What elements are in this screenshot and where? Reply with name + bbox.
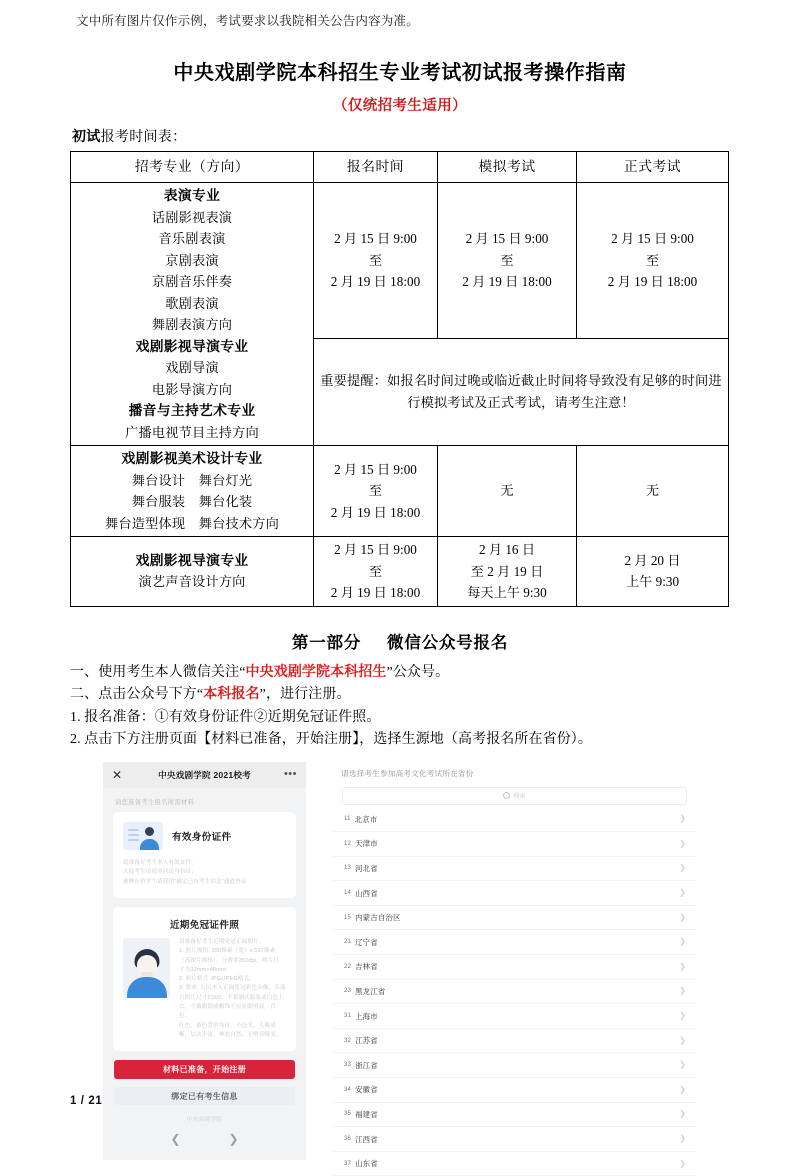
chevron-right-icon: ❯ <box>679 963 686 971</box>
id-document-header <box>123 822 286 850</box>
major-name: 广播电视节目主持方向 <box>74 422 310 444</box>
page-number: 1 / 21 <box>70 1095 102 1107</box>
major-name: 播音与主持艺术专业 <box>74 400 310 422</box>
time-start: 2 月 15 日 9:00 <box>441 228 573 250</box>
desc-line: 1. 照片规格: 390像素（宽）x 567像素 <box>179 947 286 956</box>
search-placeholder: 搜索 <box>513 791 525 800</box>
phone-screenshot-province-picker <box>333 762 696 1160</box>
close-icon[interactable]: ✕ <box>112 769 122 781</box>
province-name: 山东省 <box>355 1158 378 1169</box>
desc-line: 港澳台侨学生请使用“确定已有考生信息”通道登录 <box>123 878 286 888</box>
major-name: 表演专业 <box>74 185 310 207</box>
important-notice: 重要提醒：如报名时间过晚或临近截止时间将导致没有足够的时间进行模拟考试及正式考试，请考生注意！ <box>314 338 729 445</box>
chevron-right-icon: ❯ <box>679 1160 686 1168</box>
chevron-right-icon: ❯ <box>679 1110 686 1118</box>
chevron-right-icon: ❯ <box>679 1061 686 1069</box>
col-header-apply: 报名时间 <box>314 152 438 183</box>
step-two <box>70 684 730 707</box>
part-number: 第一部分 <box>292 633 361 652</box>
step-three: 1. 报名准备：①有效身份证件②近期免冠证件照。 <box>70 707 730 730</box>
province-name: 黑龙江省 <box>355 986 385 997</box>
step-one-pre: 一、使用考生本人微信关注“ <box>70 665 246 680</box>
id-document-description <box>123 859 286 888</box>
province-name: 福建省 <box>355 1109 378 1120</box>
province-code: 15 <box>344 915 351 921</box>
province-code: 36 <box>344 1136 351 1142</box>
major-group-3 <box>71 537 314 607</box>
major-name: 音乐剧表演 <box>74 228 310 250</box>
province-code: 11 <box>344 816 351 822</box>
chevron-right-icon: ❯ <box>679 840 686 848</box>
preparation-hint: 请您准备考生报名所需材料 <box>103 788 306 812</box>
step-one-highlight: 中央戏剧学院本科招生 <box>246 665 387 680</box>
province-code: 13 <box>344 865 351 871</box>
time-end: 2 月 19 日 18:00 <box>317 582 434 604</box>
chevron-right-icon: ❯ <box>679 914 686 922</box>
chevron-right-icon: ❯ <box>679 889 686 897</box>
step-two-highlight: 本科报名 <box>203 687 259 702</box>
major-name: 电影导演方向 <box>74 379 310 401</box>
step-two-post: ”，进行注册。 <box>260 687 351 702</box>
screenshots-row <box>70 762 730 1162</box>
province-name: 北京市 <box>355 814 378 825</box>
list-item[interactable] <box>333 1078 696 1103</box>
col-header-formal: 正式考试 <box>577 152 729 183</box>
photo-card-title: 近期免冠证件照 <box>123 917 286 931</box>
time-sep: 至 <box>317 250 434 272</box>
major-name: 舞台设计 舞台灯光 <box>74 470 310 492</box>
list-item[interactable] <box>333 1029 696 1054</box>
major-name: 舞台造型体现 舞台技术方向 <box>74 513 310 535</box>
major-name: 戏剧影视导演专业 <box>74 336 310 358</box>
list-item[interactable] <box>333 1152 696 1176</box>
desc-line: （高深片规格），分辨率350dpi，照片尺 <box>179 957 286 966</box>
list-item[interactable] <box>333 1127 696 1152</box>
major-name: 京剧表演 <box>74 250 310 272</box>
province-code: 31 <box>344 1013 351 1019</box>
apply-time-group-1 <box>314 183 438 339</box>
list-item[interactable] <box>333 1103 696 1128</box>
province-name: 天津市 <box>355 838 378 849</box>
schedule-label-rest: 报考时间表： <box>101 130 187 145</box>
wechat-page-title: 中央戏剧学院 2021校考 <box>103 769 306 781</box>
formal-time-group-1 <box>577 183 729 339</box>
list-item[interactable] <box>333 1004 696 1029</box>
desc-line: 2. 照片格式 JPG/JPEG格式; <box>179 975 286 984</box>
province-name: 内蒙古自治区 <box>355 912 401 923</box>
schedule-label-bold: 初试 <box>72 130 101 145</box>
chevron-right-icon: ❯ <box>679 938 686 946</box>
major-name: 演艺声音设计方向 <box>74 571 310 593</box>
id-document-card <box>113 812 296 899</box>
phone-screenshot-registration <box>103 762 306 1160</box>
mock-time-group-3 <box>438 537 577 607</box>
time-end: 2 月 19 日 18:00 <box>441 271 573 293</box>
chevron-right-icon: ❯ <box>679 864 686 872</box>
major-name: 舞台服装 舞台化装 <box>74 491 310 513</box>
time-start: 2 月 15 日 9:00 <box>317 228 434 250</box>
portrait-photo-icon <box>123 938 170 998</box>
list-item[interactable] <box>333 980 696 1005</box>
major-name: 戏剧影视美术设计专业 <box>74 448 310 470</box>
time-daily: 每天上午 9:30 <box>441 582 573 604</box>
top-note: 文中所有图片仅作示例，考试要求以我院相关公告内容为准。 <box>76 12 730 30</box>
photo-requirements <box>179 938 286 1040</box>
province-name: 江西省 <box>355 1134 378 1145</box>
province-name: 山西省 <box>355 888 378 899</box>
formal-time-group-3 <box>577 537 729 607</box>
time-date: 2 月 20 日 <box>580 550 725 572</box>
desc-line: 红色、蓝色背景均可，不泛光、人像清 <box>179 1022 286 1031</box>
phone-footnote: 中央戏剧学院 <box>103 1115 306 1123</box>
time-end: 2 月 19 日 18:00 <box>580 271 725 293</box>
list-item[interactable] <box>333 906 696 931</box>
chevron-right-icon[interactable]: ❯ <box>229 1132 239 1146</box>
table-row <box>71 446 729 537</box>
province-code: 35 <box>344 1111 351 1117</box>
time-sep: 至 <box>317 480 434 502</box>
desc-line: 晰、层次丰富、神态自然、无明显畸变。 <box>179 1031 286 1040</box>
list-item[interactable] <box>333 1053 696 1078</box>
time-sep: 至 <box>317 561 434 583</box>
more-icon[interactable]: ••• <box>284 769 297 780</box>
chevron-left-icon[interactable]: ❮ <box>170 1132 180 1146</box>
major-group-1 <box>71 183 314 446</box>
apply-time-group-2 <box>314 446 438 537</box>
step-two-pre: 二、点击公众号下方“ <box>70 687 203 702</box>
step-four: 2. 点击下方注册页面【材料已准备，开始注册】，选择生源地（高考报名所在省份）。 <box>70 729 730 752</box>
major-name: 歌剧表演 <box>74 293 310 315</box>
province-code: 21 <box>344 939 351 945</box>
desc-line: 衣，不戴眼镜或帽饰不应显眼明显，白色、 <box>179 1003 286 1022</box>
province-name: 安徽省 <box>355 1084 378 1095</box>
list-item[interactable] <box>333 808 696 833</box>
search-input[interactable] <box>342 787 687 805</box>
list-item[interactable] <box>333 832 696 857</box>
major-name: 京剧音乐伴奏 <box>74 271 310 293</box>
page-title: 中央戏剧学院本科招生专业考试初试报考操作指南 <box>70 56 730 85</box>
bind-existing-candidate-button[interactable]: 绑定已有考生信息 <box>114 1087 295 1105</box>
list-item[interactable] <box>333 930 696 955</box>
province-code: 12 <box>344 841 351 847</box>
province-code: 37 <box>344 1161 351 1167</box>
time-start: 2 月 15 日 9:00 <box>580 228 725 250</box>
photo-card <box>113 907 296 1051</box>
schedule-table <box>70 151 729 607</box>
province-picker-title: 请选择考生参加高考文化考试所在省份 <box>333 762 696 787</box>
start-registration-button[interactable]: 材料已准备，开始注册 <box>114 1060 295 1079</box>
province-code: 33 <box>344 1062 351 1068</box>
list-item[interactable] <box>333 881 696 906</box>
province-code: 14 <box>344 890 351 896</box>
time-start: 2 月 15 日 9:00 <box>317 539 434 561</box>
schedule-label <box>72 126 730 146</box>
province-code: 32 <box>344 1038 351 1044</box>
formal-time-group-2: 无 <box>577 446 729 537</box>
province-code: 34 <box>344 1087 351 1093</box>
time-end: 至 2 月 19 日 <box>441 561 573 583</box>
time-sep: 至 <box>580 250 725 272</box>
province-name: 吉林省 <box>355 961 378 972</box>
chevron-right-icon: ❯ <box>679 1012 686 1020</box>
province-name: 上海市 <box>355 1011 378 1022</box>
page-subtitle: （仅统招考生适用） <box>70 94 730 115</box>
search-icon <box>503 792 510 799</box>
col-header-mock: 模拟考试 <box>438 152 577 183</box>
time-sep: 至 <box>441 250 573 272</box>
chevron-right-icon: ❯ <box>679 815 686 823</box>
province-name: 浙江省 <box>355 1060 378 1071</box>
apply-time-group-3 <box>314 537 438 607</box>
chevron-right-icon: ❯ <box>679 1086 686 1094</box>
desc-line: 请准备好考生本人有效证件。 <box>123 859 286 869</box>
major-name: 话剧影视表演 <box>74 207 310 229</box>
major-group-2 <box>71 446 314 537</box>
desc-line: 寸为33mm×48mm; <box>179 966 286 975</box>
photo-card-body <box>123 938 286 1040</box>
time-start: 2 月 15 日 9:00 <box>317 459 434 481</box>
major-name: 戏剧导演 <box>74 357 310 379</box>
steps-list <box>70 662 730 752</box>
time-start: 2 月 16 日 <box>441 539 573 561</box>
time-clock: 上午 9:30 <box>580 571 725 593</box>
time-end: 2 月 19 日 18:00 <box>317 271 434 293</box>
table-row <box>71 183 729 339</box>
step-one-post: ”公众号。 <box>387 665 450 680</box>
major-name: 舞剧表演方向 <box>74 314 310 336</box>
desc-line: 大陆考生请使用居民身份证； <box>123 868 286 878</box>
province-code: 22 <box>344 964 351 970</box>
chevron-right-icon: ❯ <box>679 1135 686 1143</box>
province-code: 23 <box>344 988 351 994</box>
table-row <box>71 537 729 607</box>
major-name: 戏剧影视导演专业 <box>74 550 310 572</box>
mock-time-group-2: 无 <box>438 446 577 537</box>
table-header-row <box>71 152 729 183</box>
time-end: 2 月 19 日 18:00 <box>317 502 434 524</box>
chevron-right-icon: ❯ <box>679 987 686 995</box>
step-one <box>70 662 730 685</box>
province-name: 辽宁省 <box>355 937 378 948</box>
list-item[interactable] <box>333 955 696 980</box>
desc-line: 3. 要求: 公民本人正面免冠彩色头像，头部 <box>179 984 286 993</box>
list-item[interactable] <box>333 857 696 882</box>
id-card-icon <box>123 822 163 850</box>
desc-line: 请准备好考生近期免冠正面照片。 <box>179 938 286 947</box>
mock-time-group-1 <box>438 183 577 339</box>
wechat-nav-bar <box>103 762 306 788</box>
province-name: 河北省 <box>355 863 378 874</box>
province-name: 江苏省 <box>355 1035 378 1046</box>
part-heading <box>70 629 730 653</box>
part-name: 微信公众号报名 <box>387 633 508 652</box>
id-document-title: 有效身份证件 <box>172 829 231 843</box>
phone-bottom-nav <box>103 1132 306 1146</box>
col-header-major: 招考专业（方向） <box>71 152 314 183</box>
desc-line: 占照片尺寸的2/3。不着制式服装或白色上 <box>179 994 286 1003</box>
chevron-right-icon: ❯ <box>679 1037 686 1045</box>
province-list <box>333 808 696 1176</box>
